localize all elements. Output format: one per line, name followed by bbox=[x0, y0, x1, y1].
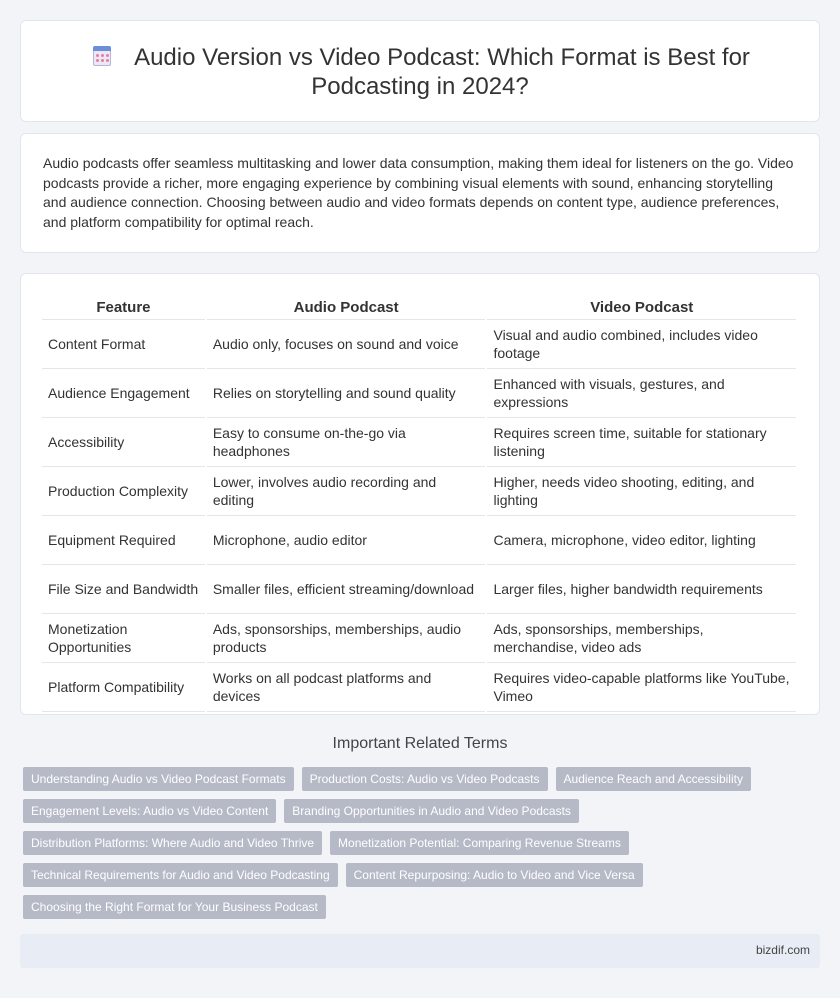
comparison-table-card bbox=[20, 273, 820, 715]
video-cell: Enhanced with visuals, gestures, and expressions bbox=[486, 368, 797, 417]
audio-cell: Lower, involves audio recording and editing bbox=[206, 466, 487, 515]
audio-cell: Audio only, focuses on sound and voice bbox=[206, 319, 487, 368]
feature-cell: Content Format bbox=[42, 319, 206, 368]
related-term-link[interactable]: Understanding Audio vs Video Podcast Formats bbox=[23, 767, 294, 791]
table-row bbox=[42, 515, 797, 564]
related-term-link[interactable]: Branding Opportunities in Audio and Video Podcasts bbox=[284, 799, 579, 823]
related-terms-list bbox=[23, 767, 803, 919]
related-term-link[interactable]: Engagement Levels: Audio vs Video Content bbox=[23, 799, 276, 823]
related-term-link[interactable]: Content Repurposing: Audio to Video and Vice Versa bbox=[346, 863, 643, 887]
related-term-link[interactable]: Technical Requirements for Audio and Video Podcasting bbox=[23, 863, 338, 887]
related-term-link[interactable]: Production Costs: Audio vs Video Podcasts bbox=[302, 767, 548, 791]
video-cell: Visual and audio combined, includes video footage bbox=[486, 319, 797, 368]
related-term-link[interactable]: Choosing the Right Format for Your Business Podcast bbox=[23, 895, 326, 919]
related-terms-heading: Important Related Terms bbox=[332, 735, 508, 752]
video-cell: Higher, needs video shooting, editing, and lighting bbox=[486, 466, 797, 515]
title-card bbox=[20, 20, 820, 122]
feature-cell: Monetization Opportunities bbox=[42, 613, 206, 662]
table-row bbox=[42, 564, 797, 613]
header-feature: Feature bbox=[42, 296, 206, 319]
feature-cell: Production Complexity bbox=[42, 466, 206, 515]
related-term-link[interactable]: Audience Reach and Accessibility bbox=[556, 767, 751, 791]
audio-cell: Relies on storytelling and sound quality bbox=[206, 368, 487, 417]
calendar-icon bbox=[90, 44, 114, 68]
footer bbox=[20, 934, 820, 968]
feature-cell: Equipment Required bbox=[42, 515, 206, 564]
header-audio-podcast: Audio Podcast bbox=[206, 296, 487, 319]
header-video-podcast: Video Podcast bbox=[486, 296, 797, 319]
audio-cell: Smaller files, efficient streaming/download bbox=[206, 564, 487, 613]
video-cell: Ads, sponsorships, memberships, merchandise, video ads bbox=[486, 613, 797, 662]
video-cell: Camera, microphone, video editor, lighting bbox=[486, 515, 797, 564]
audio-cell: Microphone, audio editor bbox=[206, 515, 487, 564]
table-row bbox=[42, 319, 797, 368]
summary-text: Audio podcasts offer seamless multitasking and lower data consumption, making them ideal for listeners on the go. Video podcasts provide a richer, more engaging experience by combining visual elements with sound, enhancing storytelling and audience connection. Choosing between audio and video formats depends on content type, audience preferences, and platform compatibility for optimal reach. bbox=[43, 155, 794, 230]
table-row bbox=[42, 466, 797, 515]
video-cell: Larger files, higher bandwidth requirements bbox=[486, 564, 797, 613]
comparison-table bbox=[42, 296, 798, 712]
table-row bbox=[42, 417, 797, 466]
audio-cell: Ads, sponsorships, memberships, audio products bbox=[206, 613, 487, 662]
video-cell: Requires video-capable platforms like YouTube, Vimeo bbox=[486, 662, 797, 711]
page-title: Audio Version vs Video Podcast: Which Format is Best for Podcasting in 2024? bbox=[134, 44, 750, 100]
feature-cell: Accessibility bbox=[42, 417, 206, 466]
table-row bbox=[42, 368, 797, 417]
audio-cell: Easy to consume on-the-go via headphones bbox=[206, 417, 487, 466]
video-cell: Requires screen time, suitable for stationary listening bbox=[486, 417, 797, 466]
footer-site-link[interactable]: bizdif.com bbox=[755, 943, 810, 957]
feature-cell: Platform Compatibility bbox=[42, 662, 206, 711]
feature-cell: Audience Engagement bbox=[42, 368, 206, 417]
feature-cell: File Size and Bandwidth bbox=[42, 564, 206, 613]
table-header-row bbox=[42, 296, 797, 319]
summary-card bbox=[20, 133, 820, 253]
table-row bbox=[42, 662, 797, 711]
table-row bbox=[42, 613, 797, 662]
related-term-link[interactable]: Monetization Potential: Comparing Revenue Streams bbox=[330, 831, 629, 855]
audio-cell: Works on all podcast platforms and devices bbox=[206, 662, 487, 711]
related-term-link[interactable]: Distribution Platforms: Where Audio and Video Thrive bbox=[23, 831, 322, 855]
